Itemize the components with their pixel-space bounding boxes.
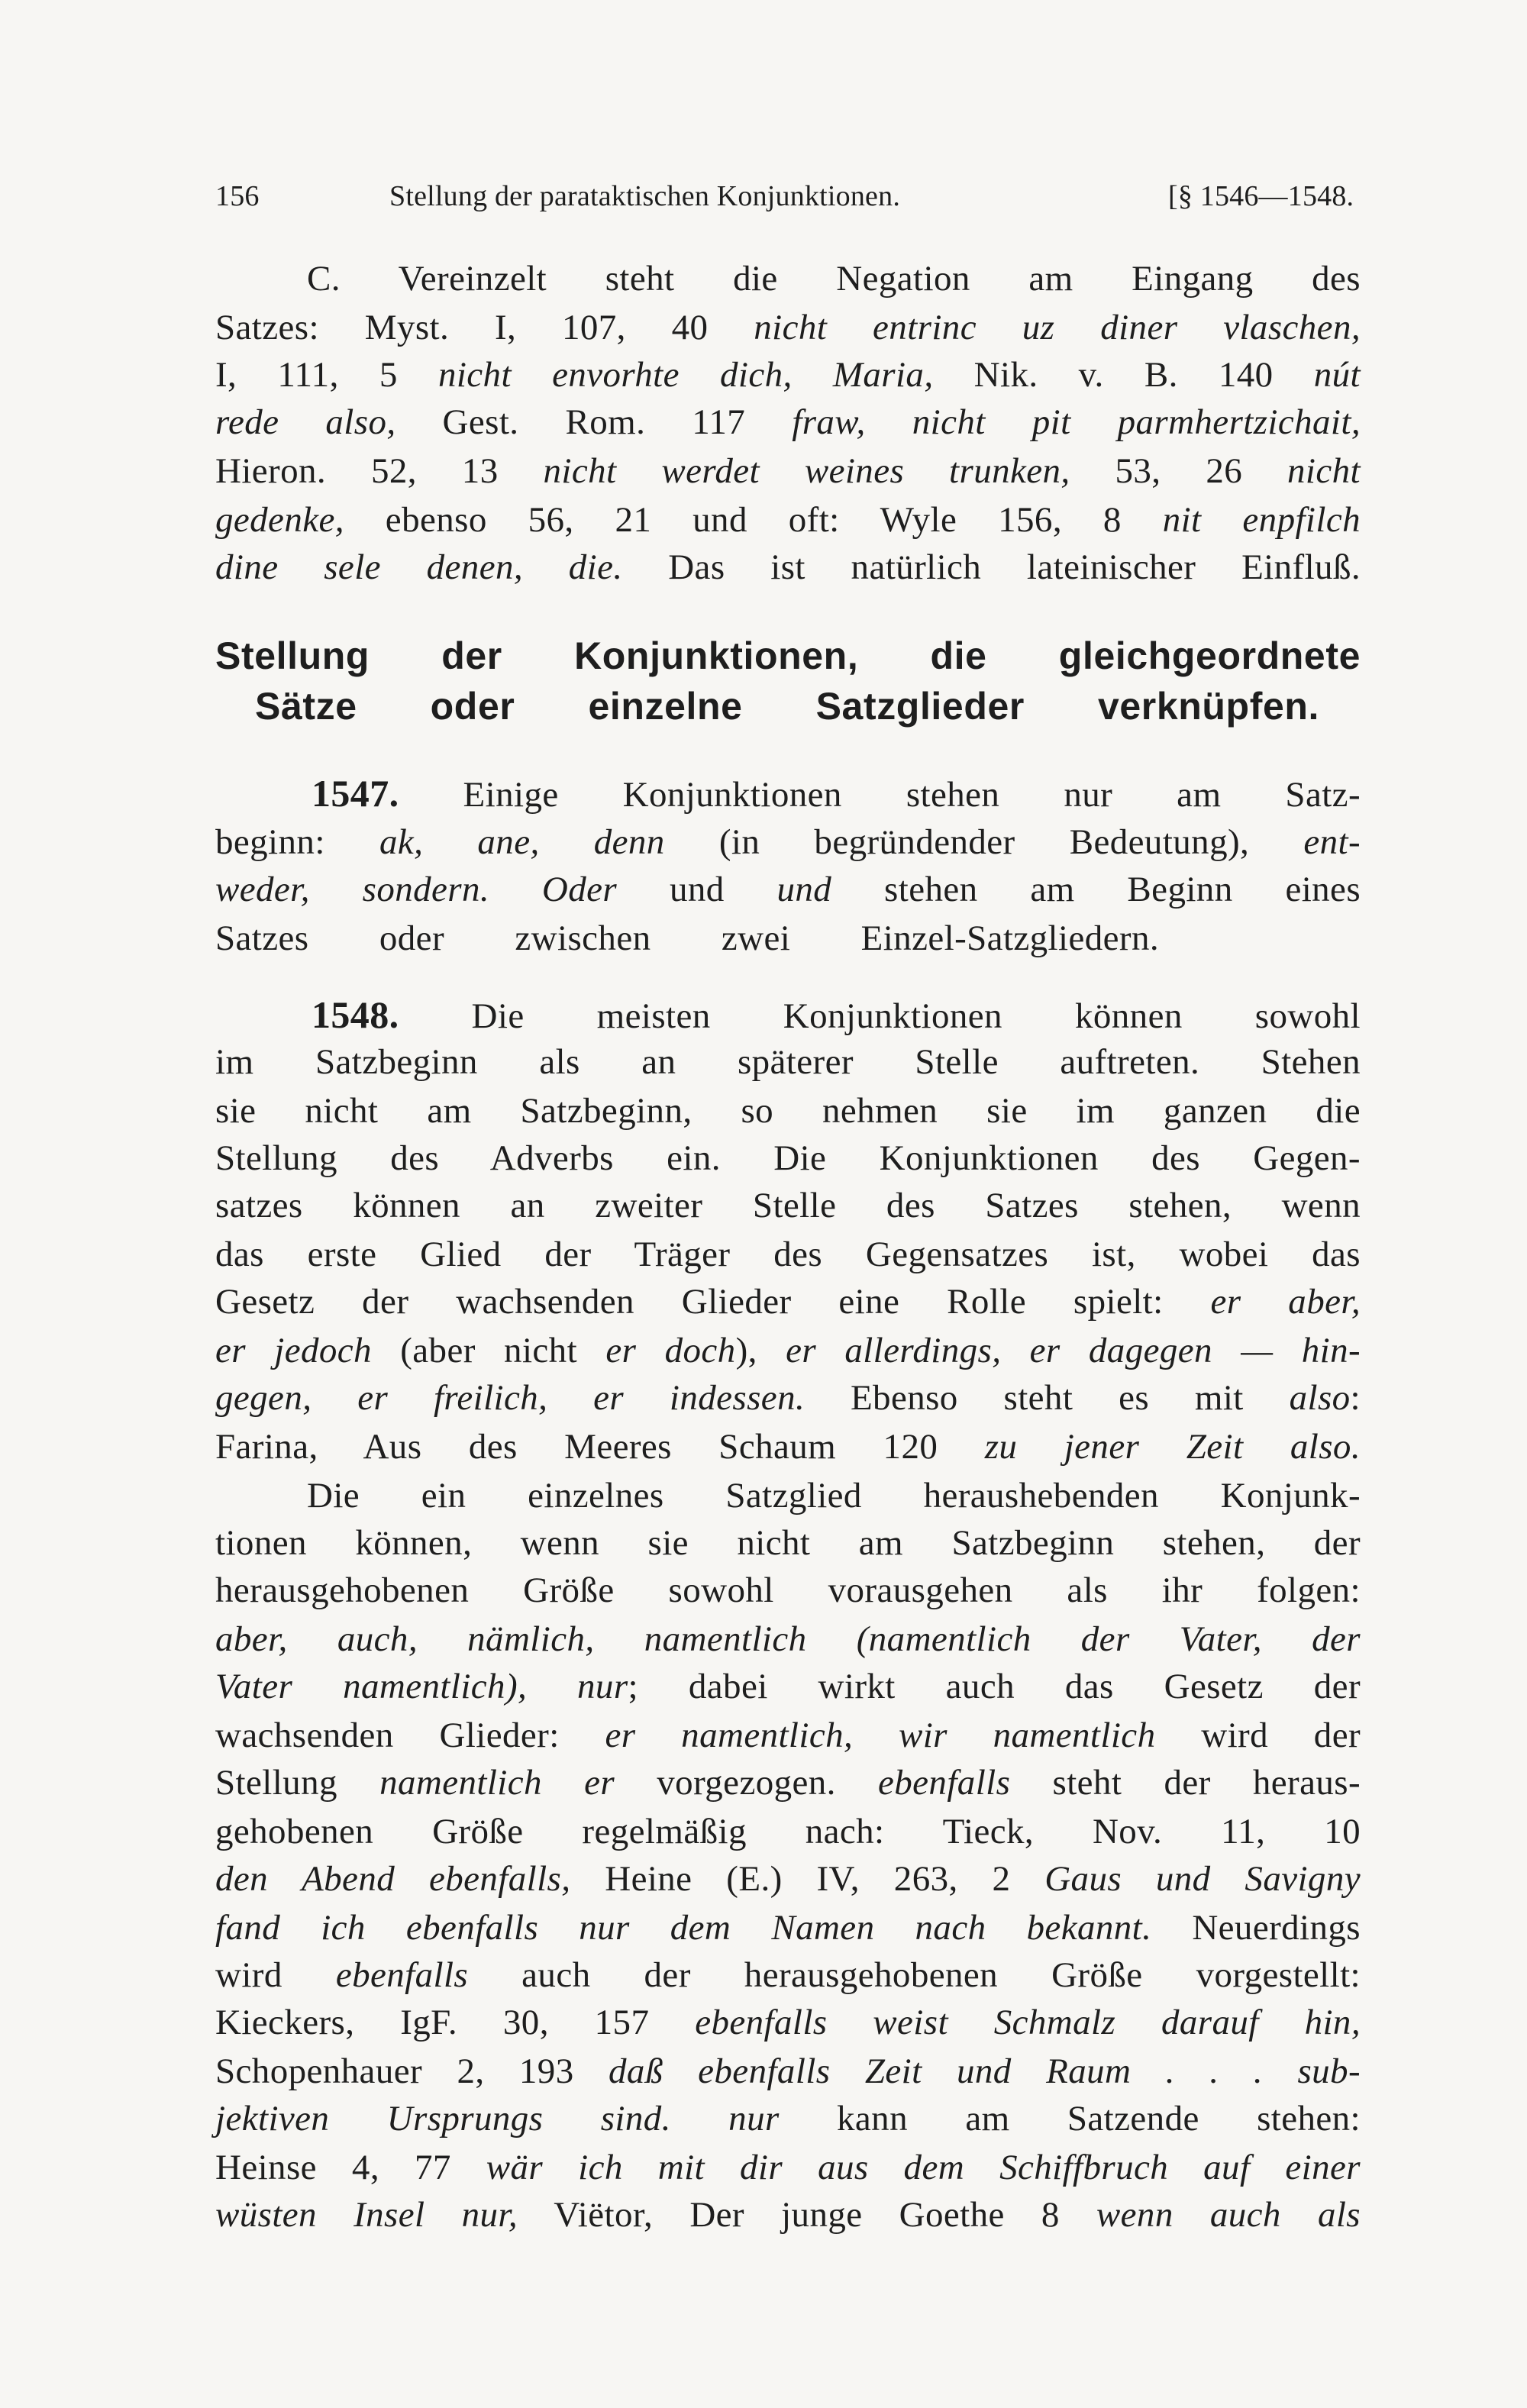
text-line xyxy=(215,1617,1361,1661)
italic-citation: nút xyxy=(1313,355,1361,395)
text-line xyxy=(215,1761,1361,1805)
section-heading-line xyxy=(215,634,1361,678)
text-run: C. Vereinzelt steht die Negation am Eingang des xyxy=(307,259,1361,299)
italic-citation: rede also, xyxy=(215,402,396,442)
text-run: wird der xyxy=(1155,1716,1361,1755)
section-reference: [§ 1546—1548. xyxy=(1168,180,1354,212)
text-run: wird xyxy=(215,1955,336,1995)
italic-citation: wenn auch als xyxy=(1096,2195,1361,2235)
text-run: ebenso 56, 21 und oft: Wyle 156, 8 xyxy=(344,500,1163,540)
text-run: Das ist natürlich lateinischer Einfluß. xyxy=(622,547,1361,587)
italic-citation: fand ich ebenfalls nur dem Namen nach bekannt. xyxy=(215,1908,1152,1948)
text-run: Heine (E.) IV, 263, 2 xyxy=(570,1859,1045,1899)
text-line xyxy=(215,305,1361,350)
italic-citation: wär ich mit dir aus dem Schiffbruch auf einer xyxy=(486,2148,1361,2187)
text-line xyxy=(215,916,1159,960)
text-run: Farina, Aus des Meeres Schaum 120 xyxy=(215,1427,985,1467)
section-number: 1547. xyxy=(312,772,399,815)
text-line xyxy=(307,1474,1361,1518)
italic-citation: den Abend ebenfalls, xyxy=(215,1859,571,1899)
text-run: ), xyxy=(735,1331,786,1370)
text-line xyxy=(215,1568,1361,1612)
text-line xyxy=(215,2145,1361,2190)
text-run: sie nicht am Satzbeginn, so nehmen sie im ganzen die xyxy=(215,1091,1361,1131)
text-line xyxy=(215,2000,1361,2045)
text-line xyxy=(215,1521,1361,1565)
italic-citation: Oder xyxy=(541,870,618,909)
italic-citation: ent- xyxy=(1303,822,1361,862)
text-line xyxy=(215,1136,1361,1180)
text-line xyxy=(215,1089,1361,1133)
text-run: (aber nicht xyxy=(371,1331,606,1370)
text-line xyxy=(312,771,1361,817)
text-run: Hieron. 52, 13 xyxy=(215,451,544,491)
text-line xyxy=(215,1953,1361,1997)
italic-citation: nicht envorhte dich, Maria, xyxy=(437,355,934,395)
italic-citation: jektiven Ursprungs sind. xyxy=(215,2099,671,2138)
text-run: stehen am Beginn eines xyxy=(831,870,1361,909)
text-run: Neuerdings xyxy=(1151,1908,1361,1948)
text-line xyxy=(215,1713,1361,1758)
italic-citation: ak, ane, denn xyxy=(379,822,665,862)
italic-citation: zu jener Zeit also. xyxy=(984,1427,1361,1467)
text-line xyxy=(215,2097,1361,2141)
text-run: Schopenhauer 2, 193 xyxy=(215,2051,609,2091)
text-run: kann am Satzende stehen: xyxy=(779,2099,1361,2138)
italic-citation: Gaus und Savigny xyxy=(1044,1859,1361,1899)
text-run: im Satzbeginn als an späterer Stelle auftreten. Stehen xyxy=(215,1042,1361,1082)
text-line xyxy=(215,1425,1361,1469)
italic-citation: ebenfalls xyxy=(335,1955,469,1995)
text-line xyxy=(215,1809,1361,1854)
italic-citation: nicht werdet weines trunken, xyxy=(543,451,1070,491)
text-line xyxy=(215,1280,1361,1324)
text-line xyxy=(215,2049,1361,2093)
text-run: gehobenen Größe regelmäßig nach: Tieck, Nov. 11, 10 xyxy=(215,1812,1361,1851)
text-run: Sätze oder einzelne Satzglieder verknüpfen. xyxy=(255,685,1319,728)
text-run: (in begründender Bedeutung), xyxy=(664,822,1304,862)
text-run: Stellung der Konjunktionen, die gleichgeordnete xyxy=(215,634,1361,677)
italic-citation: Vater namentlich), nur xyxy=(215,1667,628,1706)
italic-citation: aber, auch, nämlich, namentlich (namentlich der Vater, der xyxy=(215,1619,1361,1659)
text-run: Gesetz der wachsenden Glieder eine Rolle spielt: xyxy=(215,1282,1211,1322)
italic-citation: nit enpfilch xyxy=(1162,500,1361,540)
text-run xyxy=(489,870,542,909)
italic-citation: also xyxy=(1289,1378,1351,1418)
italic-citation: ebenfalls xyxy=(878,1763,1011,1803)
text-run: ; dabei wirkt auch das Gesetz der xyxy=(628,1667,1361,1706)
text-run: : xyxy=(1350,1378,1361,1418)
text-run: Ebenso steht es mit xyxy=(805,1378,1290,1418)
text-run: Gest. Rom. 117 xyxy=(395,402,793,442)
italic-citation: gegen, er freilich, er indessen. xyxy=(215,1378,805,1418)
text-run: auch der herausgehobenen Größe vorgestellt: xyxy=(468,1955,1361,1995)
italic-citation: er namentlich, wir namentlich xyxy=(605,1716,1156,1755)
text-run: Stellung des Adverbs ein. Die Konjunktionen des Gegen- xyxy=(215,1138,1361,1178)
text-line xyxy=(215,2193,1361,2237)
section-heading-line xyxy=(255,684,1319,728)
text-run: Einige Konjunktionen stehen nur am Satz- xyxy=(399,775,1361,815)
text-run xyxy=(671,2099,728,2138)
italic-citation: fraw, nicht pit parmhertzichait, xyxy=(792,402,1361,442)
text-run: beginn: xyxy=(215,822,379,862)
italic-citation: ebenfalls weist Schmalz darauf hin, xyxy=(695,2003,1361,2042)
text-run: I, 111, 5 xyxy=(215,355,438,395)
text-line xyxy=(215,1232,1361,1277)
italic-citation: nicht entrinc uz diner vlaschen, xyxy=(754,308,1361,347)
text-run: wachsenden Glieder: xyxy=(215,1716,605,1755)
italic-citation: gedenke, xyxy=(215,500,344,540)
text-run: Satzes oder zwischen zwei Einzel-Satzgliedern. xyxy=(215,918,1159,958)
page-number: 156 xyxy=(215,180,260,212)
text-line xyxy=(215,400,1361,444)
italic-citation: er aber, xyxy=(1210,1282,1361,1322)
text-line xyxy=(307,257,1361,301)
text-run: satzes können an zweiter Stelle des Satzes stehen, wenn xyxy=(215,1186,1361,1225)
text-run: und xyxy=(617,870,777,909)
text-line xyxy=(215,1328,1361,1373)
italic-citation: dine sele denen, die. xyxy=(215,547,623,587)
text-line xyxy=(215,820,1361,864)
text-line xyxy=(312,993,1361,1038)
text-run: das erste Glied der Träger des Gegensatzes ist, wobei das xyxy=(215,1235,1361,1274)
italic-citation: er doch xyxy=(605,1331,736,1370)
text-run: steht der heraus- xyxy=(1010,1763,1361,1803)
text-line xyxy=(215,1857,1361,1901)
text-line xyxy=(215,449,1361,493)
italic-citation: er allerdings, er dagegen — hin- xyxy=(786,1331,1361,1370)
text-run: Nik. v. B. 140 xyxy=(933,355,1314,395)
text-line xyxy=(215,1664,1361,1709)
italic-citation: und xyxy=(776,870,832,909)
text-line xyxy=(215,1183,1361,1228)
text-line xyxy=(215,498,1361,542)
italic-citation: er jedoch xyxy=(215,1331,372,1370)
italic-citation: weder, sondern. xyxy=(215,870,490,909)
italic-citation: wüsten Insel nur, xyxy=(215,2195,518,2235)
italic-citation: namentlich er xyxy=(379,1763,615,1803)
text-line xyxy=(215,353,1361,397)
section-number: 1548. xyxy=(312,993,399,1036)
text-run: Kieckers, IgF. 30, 157 xyxy=(215,2003,696,2042)
text-line xyxy=(215,867,1361,912)
italic-citation: nicht xyxy=(1287,451,1361,491)
text-line xyxy=(215,1040,1361,1084)
text-run: 53, 26 xyxy=(1070,451,1288,491)
running-title: Stellung der parataktischen Konjunktionen. xyxy=(389,180,901,212)
text-line xyxy=(215,1906,1361,1950)
text-run: Viëtor, Der junge Goethe 8 xyxy=(518,2195,1096,2235)
text-line xyxy=(215,1376,1361,1420)
text-run: Stellung xyxy=(215,1763,380,1803)
italic-citation: daß ebenfalls Zeit und Raum . . . sub- xyxy=(609,2051,1361,2091)
italic-citation: nur xyxy=(728,2099,780,2138)
text-run: herausgehobenen Größe sowohl vorausgehen als ihr folgen: xyxy=(215,1570,1361,1610)
text-run: Die ein einzelnes Satzglied heraushebenden Konjunk- xyxy=(307,1476,1361,1515)
text-run: Die meisten Konjunktionen können sowohl xyxy=(399,996,1361,1036)
text-run: Satzes: Myst. I, 107, 40 xyxy=(215,308,754,347)
text-run: vorgezogen. xyxy=(615,1763,879,1803)
text-run: Heinse 4, 77 xyxy=(215,2148,486,2187)
text-line xyxy=(215,545,1361,589)
text-run: tionen können, wenn sie nicht am Satzbeginn stehen, der xyxy=(215,1523,1361,1563)
